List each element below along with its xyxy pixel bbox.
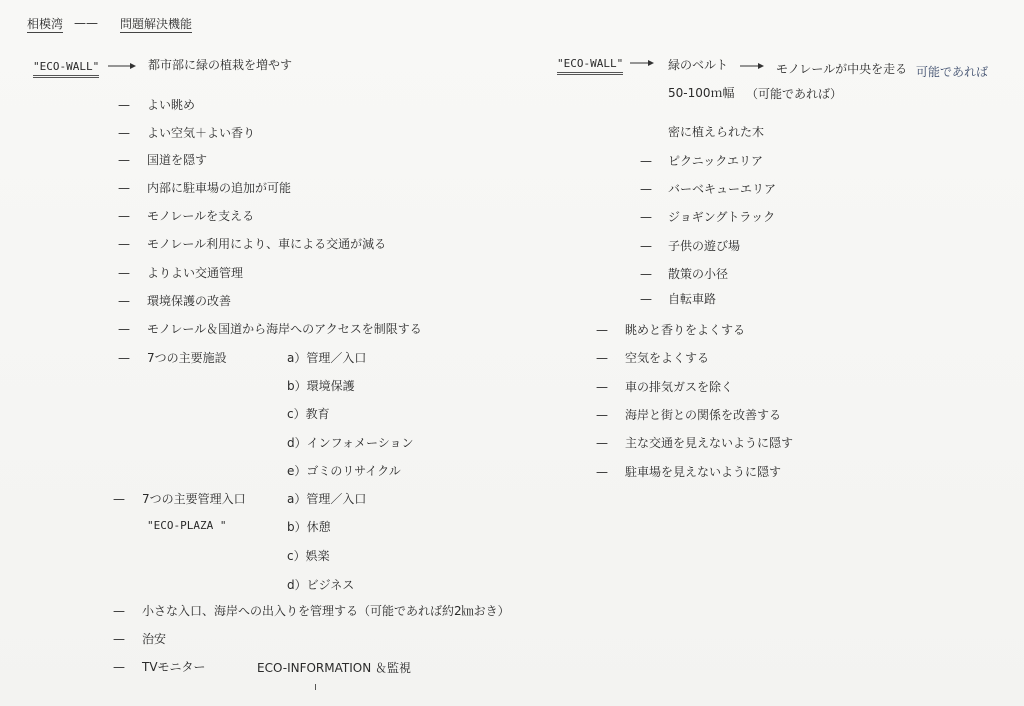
entrance-item: b）休憩 <box>287 520 331 534</box>
bullet-dash: — <box>118 126 130 140</box>
left-item: モノレールを支える <box>147 209 255 223</box>
right-sub-item: 子供の遊び場 <box>668 239 741 253</box>
arrow-icon <box>630 57 656 71</box>
bullet-dash: — <box>596 380 608 394</box>
facility-item: d）インフォメーション <box>287 436 414 450</box>
bullet-dash: — <box>640 210 652 224</box>
entrance-item: d）ビジネス <box>287 578 355 592</box>
facility-item: e）ゴミのリサイクル <box>287 464 401 478</box>
bullet-dash: — <box>113 604 125 618</box>
left-ecowall-label: "ECO-WALL" <box>33 60 99 78</box>
tv-label: TVモニター <box>142 660 206 674</box>
facility-item: a）管理／入口 <box>287 351 367 365</box>
bullet-dash: — <box>640 182 652 196</box>
right-item: 海岸と街との関係を改善する <box>625 408 782 422</box>
left-item: モノレール利用により、車による交通が減る <box>147 237 387 251</box>
bullet-dash: — <box>113 492 125 506</box>
bullet-dash: — <box>118 322 130 336</box>
right-sub-item: ジョギングトラック <box>668 210 776 224</box>
entrance-item: a）管理／入口 <box>287 492 367 506</box>
facility-item: b）環境保護 <box>287 379 355 393</box>
bullet-dash: — <box>118 351 130 365</box>
right-monorail: モノレールが中央を走る <box>776 62 908 76</box>
left-item: 国道を隠す <box>147 153 208 167</box>
right-ecowall-label: "ECO-WALL" <box>557 57 623 75</box>
bullet-dash: — <box>596 436 608 450</box>
facility-item: c）教育 <box>287 407 330 421</box>
bullet-dash: — <box>596 323 608 337</box>
page-mark <box>315 684 316 690</box>
bullet-dash: — <box>118 98 130 112</box>
entrance-item: c）娯楽 <box>287 549 330 563</box>
right-item: 眺めと香りをよくする <box>625 323 746 337</box>
right-item: 空気をよくする <box>625 351 710 365</box>
left-item: よい空気＋よい香り <box>147 126 256 140</box>
left-bottom-item: 小さな入口、海岸への出入りを管理する（可能であれば約2㎞おき） <box>142 604 510 618</box>
bullet-dash: — <box>640 154 652 168</box>
left-item: よりよい交通管理 <box>147 266 244 280</box>
left-ecowall-text: 都市部に緑の植栽を増やす <box>148 58 293 72</box>
bullet-dash: — <box>118 153 130 167</box>
arrow-icon <box>108 60 138 74</box>
bullet-dash: — <box>640 292 652 306</box>
bullet-dash: — <box>113 632 125 646</box>
right-belt: 緑のベルト <box>668 58 729 72</box>
right-width: 50-100ｍ幅 <box>668 86 735 100</box>
entrance-label: 7つの主要管理入口 <box>142 492 246 506</box>
bullet-dash: — <box>640 239 652 253</box>
tv-text: ECO-INFORMATION ＆監視 <box>257 661 412 675</box>
bullet-dash: — <box>596 351 608 365</box>
bullet-dash: — <box>640 267 652 281</box>
facilities-label: 7つの主要施設 <box>147 351 227 365</box>
header-dash: —— <box>74 16 98 30</box>
header-topic: 問題解決機能 <box>120 17 193 31</box>
bullet-dash: — <box>596 465 608 479</box>
right-item: 車の排気ガスを除く <box>625 380 734 394</box>
right-item: 主な交通を見えないように隠す <box>625 436 794 450</box>
right-sub-item: ピクニックエリア <box>668 154 764 168</box>
ecoplaza-label: "ECO-PLAZA " <box>147 519 227 532</box>
left-item: よい眺め <box>147 98 196 112</box>
arrow-icon <box>740 60 766 74</box>
left-item: 環境保護の改善 <box>147 294 232 308</box>
bullet-dash: — <box>118 181 130 195</box>
left-item: モノレール＆国道から海岸へのアクセスを制限する <box>147 322 422 336</box>
right-sub-item: 散策の小径 <box>668 267 729 281</box>
right-width-note: （可能であれば） <box>746 87 843 101</box>
bullet-dash: — <box>118 237 130 251</box>
left-item: 内部に駐車場の追加が可能 <box>147 181 292 195</box>
right-item: 駐車場を見えないように隠す <box>625 465 782 479</box>
bullet-dash: — <box>113 660 125 674</box>
right-trees: 密に植えられた木 <box>668 125 765 139</box>
bullet-dash: — <box>596 408 608 422</box>
bullet-dash: — <box>118 294 130 308</box>
left-bottom-item: 治安 <box>142 632 167 646</box>
right-sub-item: 自転車路 <box>668 292 717 306</box>
header-location: 相模湾 <box>27 17 64 31</box>
bullet-dash: — <box>118 209 130 223</box>
right-sub-item: バーベキューエリア <box>668 182 777 196</box>
bullet-dash: — <box>118 266 130 280</box>
right-if-possible: 可能であれば <box>916 65 989 79</box>
